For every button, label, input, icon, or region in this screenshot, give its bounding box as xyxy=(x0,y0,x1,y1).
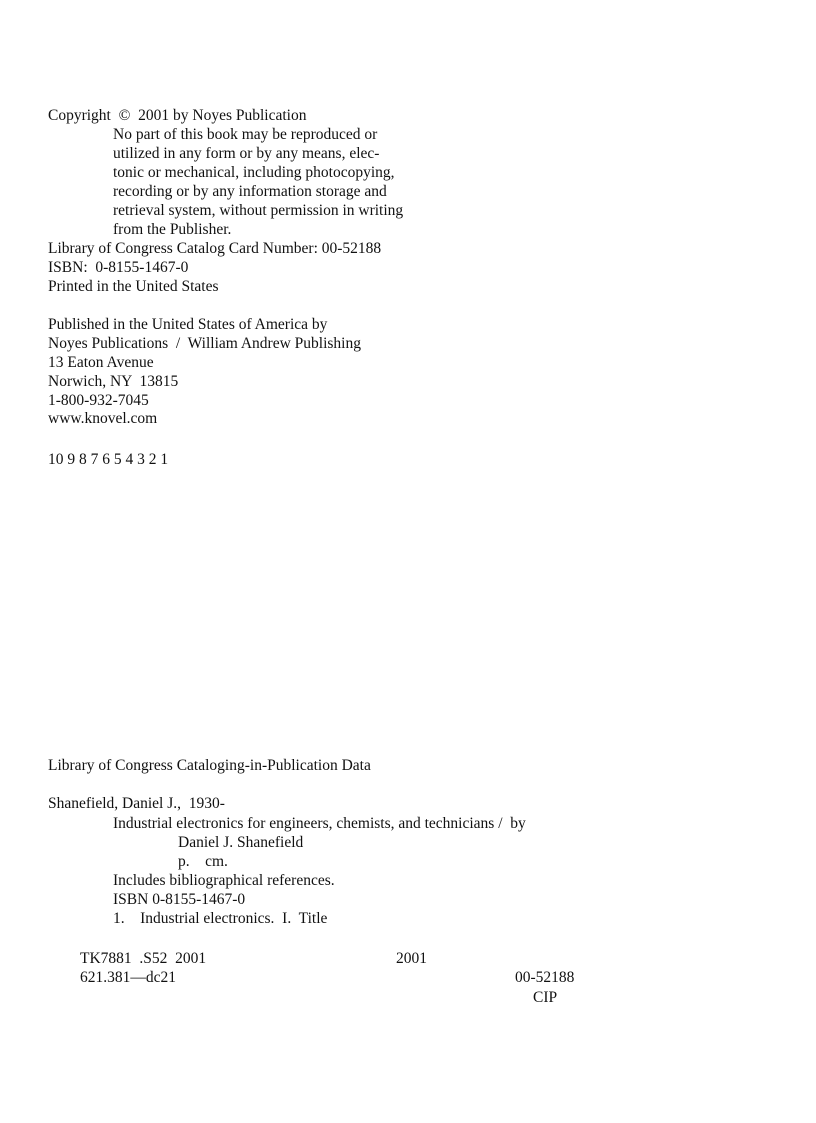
cip-author: Shanefield, Daniel J., 1930- xyxy=(48,795,225,812)
publisher-city: Norwich, NY 13815 xyxy=(48,373,179,390)
copyright-notice-line: No part of this book may be reproduced or xyxy=(113,126,378,143)
cip-title-continued: Daniel J. Shanefield xyxy=(178,834,304,851)
copyright-notice-line: tonic or mechanical, including photocopying, xyxy=(113,164,395,181)
cip-title: Industrial electronics for engineers, chemists, and technicians / by xyxy=(113,815,526,832)
cip-pages: p. cm. xyxy=(178,853,228,870)
cip-isbn: ISBN 0-8155-1467-0 xyxy=(113,891,246,908)
copyright-notice-line: utilized in any form or by any means, elec- xyxy=(113,145,380,162)
cip-mark: CIP xyxy=(533,989,558,1006)
copyright-notice-line: recording or by any information storage and xyxy=(113,183,387,200)
cip-year: 2001 xyxy=(396,950,427,967)
publisher-street: 13 Eaton Avenue xyxy=(48,354,154,371)
catalog-card-number: Library of Congress Catalog Card Number: 00-52188 xyxy=(48,240,382,257)
isbn: ISBN: 0-8155-1467-0 xyxy=(48,259,189,276)
published-by: Published in the United States of America by xyxy=(48,316,328,333)
copyright-notice-line: retrieval system, without permission in writing xyxy=(113,202,404,219)
cip-heading: Library of Congress Cataloging-in-Publication Data xyxy=(48,757,371,774)
cip-lccn: 00-52188 xyxy=(515,969,575,986)
publisher-phone: 1-800-932-7045 xyxy=(48,392,149,409)
cip-call-number: TK7881 .S52 2001 xyxy=(80,950,207,967)
cip-dewey: 621.381—dc21 xyxy=(80,969,177,986)
cip-subject: 1. Industrial electronics. I. Title xyxy=(113,910,328,927)
copyright-notice-line: from the Publisher. xyxy=(113,221,232,238)
copyright-heading: Copyright © 2001 by Noyes Publication xyxy=(48,107,307,124)
printed-in: Printed in the United States xyxy=(48,278,219,295)
cip-notes: Includes bibliographical references. xyxy=(113,872,335,889)
publisher-name: Noyes Publications / William Andrew Publishing xyxy=(48,335,361,352)
publisher-website: www.knovel.com xyxy=(48,410,158,427)
printing-line: 10 9 8 7 6 5 4 3 2 1 xyxy=(48,451,169,468)
